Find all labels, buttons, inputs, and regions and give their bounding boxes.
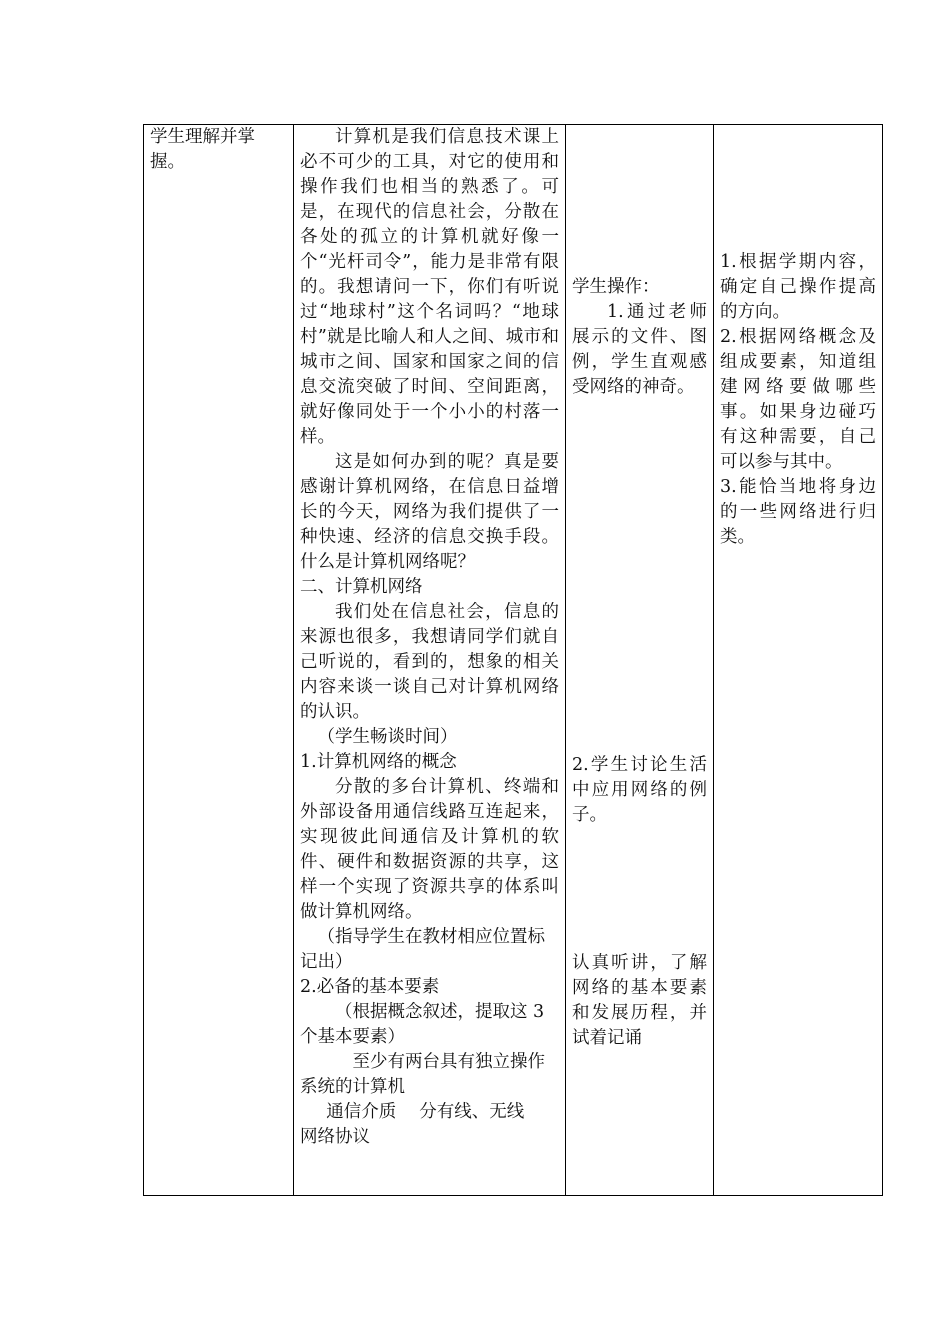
activity-note: （学生畅谈时间）: [317, 727, 458, 747]
element-item-medium: 通信介质 分有线、无线: [326, 1102, 525, 1122]
discussion-paragraph: 我们处在信息社会，信息的来源也很多，我想请同学们就自己听说的，看到的，想象的相关内容来谈一谈自己对计算机网络的认识。: [300, 602, 559, 722]
table-row: [144, 125, 883, 1196]
definition-paragraph: 分散的多台计算机、终端和外部设备用通信线路互连起来，实现彼此间通信及计算机的软件、硬件和数据资源的共享，这样一个实现了资源共享的体系叫做计算机网络。: [300, 777, 559, 922]
spacer: [572, 828, 707, 951]
element-item-computers: 至少有两台具有独立操作系统的计算机: [300, 1052, 545, 1097]
goal-item-1: 1.根据学期内容，确定自己操作提高的方向。: [720, 252, 876, 322]
spacer: [572, 125, 707, 275]
section-heading: 二、计算机网络: [300, 577, 423, 597]
extraction-note: （根据概念叙述，提取这 3 个基本要素）: [300, 1002, 545, 1047]
activity-item-3: 认真听讲，了解网络的基本要素和发展历程，并试着记诵: [572, 953, 707, 1048]
teaching-content-cell: [294, 125, 566, 1196]
intro-paragraph: 计算机是我们信息技术课上必不可少的工具，对它的使用和操作我们也相当的熟悉了。可是，在现代的信息社会，分散在各处的孤立的计算机就好像一个“光杆司令”，能力是非常有限的。我想请问一下，你们有听说过“地球村”这个名词吗？“地球村”就是比喻人和人之间、城市和城市之间、国家和国家之间的信息交流突破了时间、空间距离，就好像同处于一个小小的村落一样。: [300, 127, 559, 447]
subheading-elements: 2.必备的基本要素: [300, 977, 440, 997]
activity-item-1: 1.通过老师展示的文件、图例，学生直观感受网络的神奇。: [572, 302, 707, 397]
lesson-plan-table: [143, 124, 883, 1196]
activity-label: 学生操作：: [572, 277, 660, 297]
objective-text: 学生理解并掌握。: [150, 127, 255, 172]
objective-cell: [144, 125, 294, 1196]
spacer: [720, 125, 876, 250]
activity-item-2: 2.学生讨论生活中应用网络的例子。: [572, 755, 707, 825]
spacer: [572, 400, 707, 753]
subheading-concept: 1.计算机网络的概念: [300, 752, 457, 772]
element-item-protocol: 网络协议: [300, 1127, 370, 1147]
question-paragraph: 这是如何办到的呢？真是要感谢计算机网络，在信息日益增长的今天，网络为我们提供了一种快速、经济的信息交换手段。什么是计算机网络呢？: [300, 452, 559, 572]
goal-item-2: 2.根据网络概念及组成要素，知道组建网络要做哪些事。如果身边碰巧有这种需要，自己可以参与其中。: [720, 327, 876, 472]
student-activity-cell: [566, 125, 714, 1196]
marking-note: （指导学生在教材相应位置标记出）: [300, 927, 545, 972]
goal-item-3: 3.能恰当地将身边的一些网络进行归类。: [720, 477, 876, 547]
design-intent-cell: [714, 125, 883, 1196]
